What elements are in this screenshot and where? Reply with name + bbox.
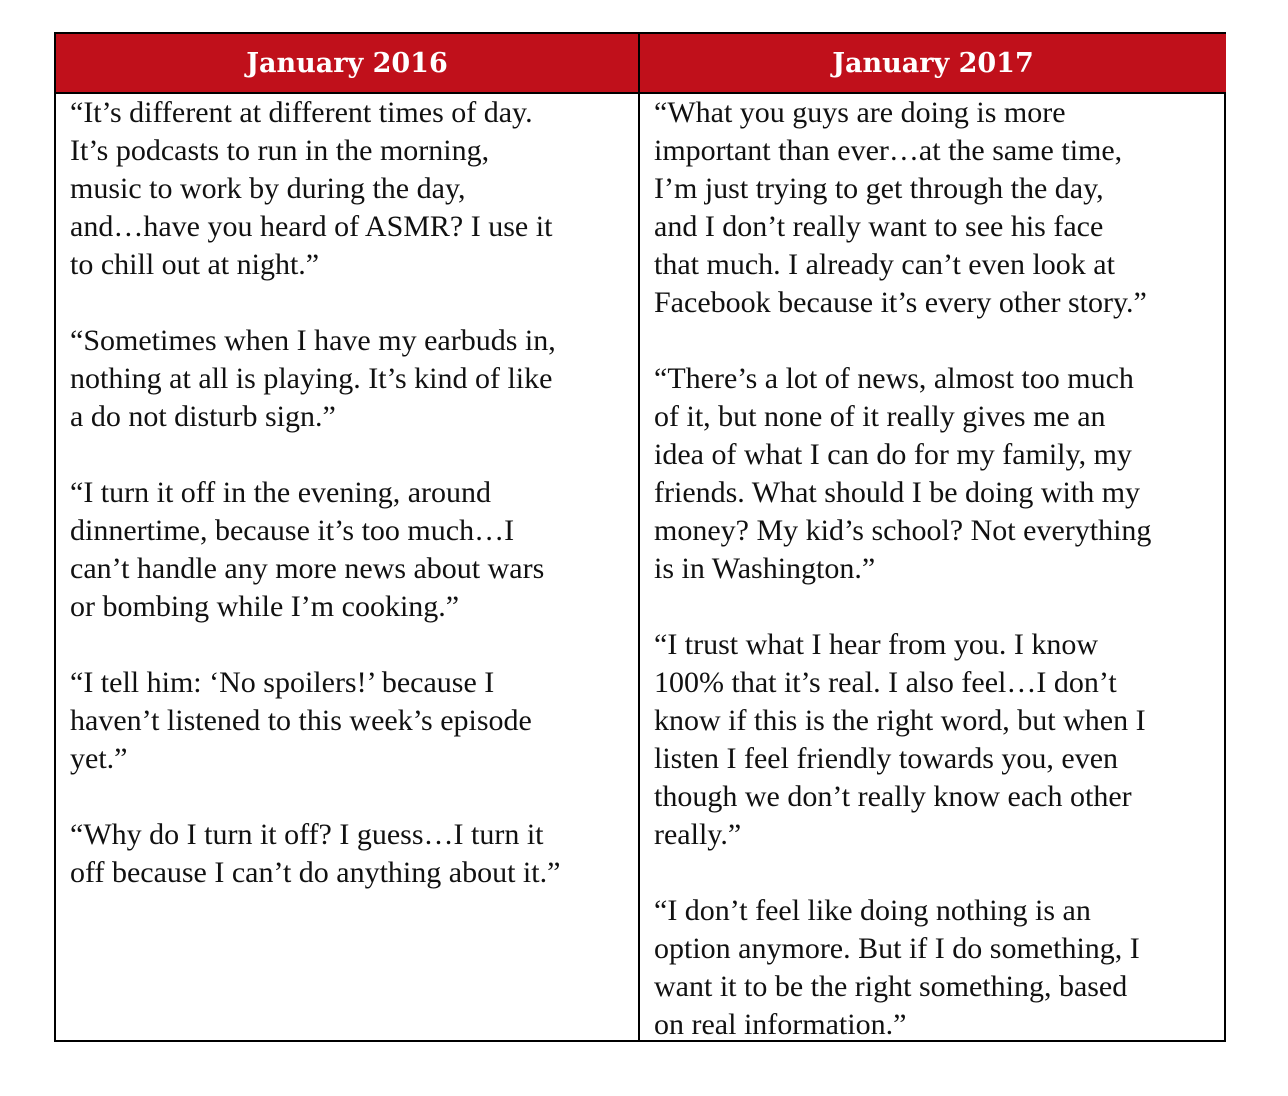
column-header-2017: January 2017	[640, 34, 1226, 94]
quote-2016-5: “Why do I turn it off? I guess…I turn it off because I can’t do anything about it.”	[70, 818, 561, 889]
quotes-column-2016	[56, 94, 640, 1040]
quote-2016-2: “Sometimes when I have my earbuds in, nothing at all is playing. It’s kind of like a do not disturb sign.”	[70, 324, 556, 433]
quote-2016-1: “It’s different at different times of day. It’s podcasts to run in the morning, music to work by during the day, and…have you heard of ASMR? I use it to chill out at night.”	[70, 96, 553, 281]
quote-2017-1: “What you guys are doing is more important than ever…at the same time, I’m just trying to get through the day, and I don’t really want to see his face that much. I already can’t even look at Facebook because it’s every other story.”	[654, 96, 1147, 319]
quotes-column-2017	[640, 94, 1226, 1040]
column-header-2016: January 2016	[56, 34, 640, 94]
quote-2016-4: “I tell him: ‘No spoilers!’ because I haven’t listened to this week’s episode yet.”	[70, 666, 532, 775]
quote-2017-2: “There’s a lot of news, almost too much of it, but none of it really gives me an idea of what I can do for my family, my friends. What should I be doing with my money? My kid’s school? Not everything is in Washington.”	[654, 362, 1152, 585]
quote-2017-3: “I trust what I hear from you. I know 100% that it’s real. I also feel…I don’t know if this is the right word, but when I listen I feel friendly towards you, even though we don’t really know each other really.”	[654, 628, 1146, 851]
quote-2016-3: “I turn it off in the evening, around dinnertime, because it’s too much…I can’t handle any more news about wars or bombing while I’m cooking.”	[70, 476, 545, 623]
quote-comparison-table	[54, 32, 1226, 1042]
quote-2017-4: “I don’t feel like doing nothing is an option anymore. But if I do something, I want it to be the right something, based on real information.”	[654, 894, 1140, 1040]
